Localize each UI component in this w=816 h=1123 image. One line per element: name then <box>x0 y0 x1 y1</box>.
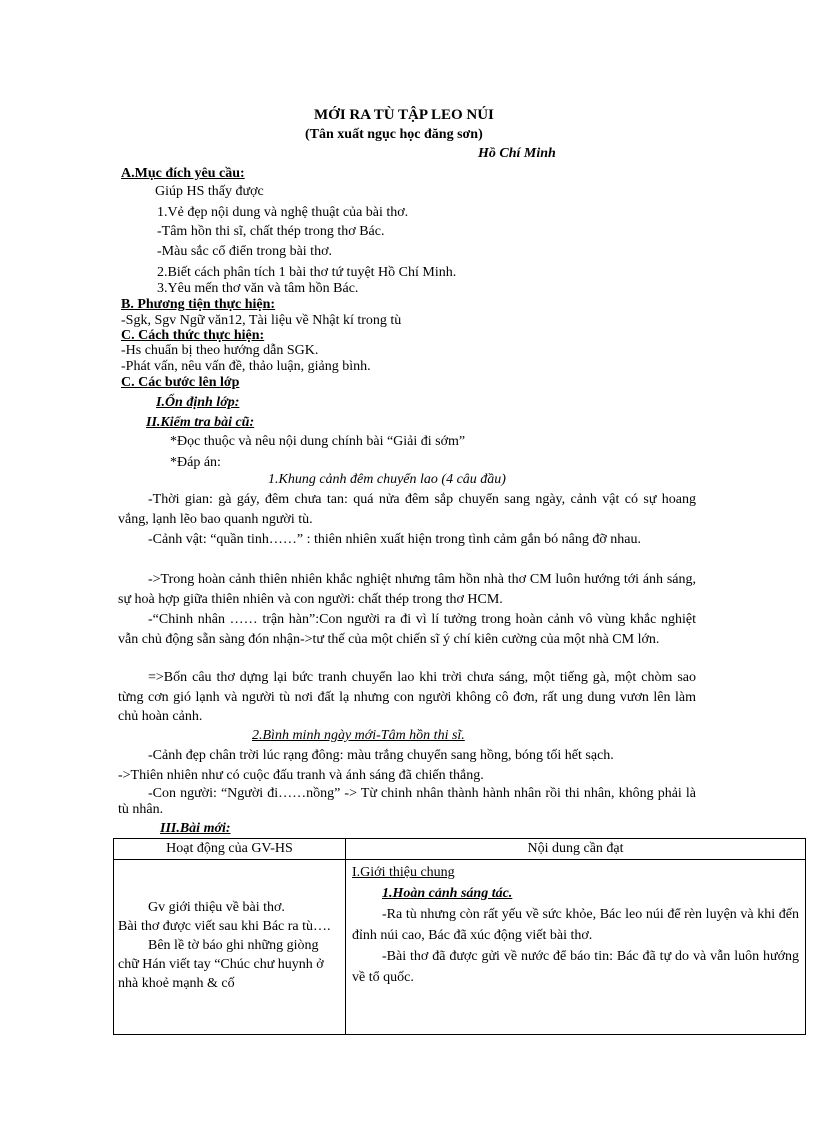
content-heading: I.Giới thiệu chung <box>352 865 455 880</box>
answer-paragraph: =>Bốn câu thơ dựng lại bức tranh chuyển lao khi trời chưa sáng, một tiếng gà, một chòm sao từng cơn gió lạnh và người tù nơi đất lạ nhưng con người không cô đơn, rất ung dung vươn lên làm chủ hoàn cảnh. <box>118 670 696 724</box>
content-subheading: 1.Hoàn cảnh sáng tác. <box>382 886 513 901</box>
section-a-heading: A.Mục đích yêu cầu: <box>121 166 245 181</box>
content-paragraph: -Ra tù nhưng còn rất yếu về sức khỏe, Bác leo núi để rèn luyện và khi đến đỉnh núi cao, Bác đã xúc động viết bài thơ. <box>352 907 799 943</box>
section-b-line: -Sgk, Sgv Ngữ văn12, Tài liệu về Nhật kí trong tù <box>121 313 402 328</box>
section-b-heading: B. Phương tiện thực hiện: <box>121 297 276 312</box>
answer-paragraph: ->Thiên nhiên như có cuộc đấu tranh và ánh sáng đã chiến thắng. <box>118 768 484 783</box>
table-header-row <box>114 839 806 860</box>
answer-paragraph: -Thời gian: gà gáy, đêm chưa tan: quá nửa đêm sắp chuyển sang ngày, cảnh vật có sự hoang vắng, lạnh lẽo bao quanh người tù. <box>118 492 696 527</box>
author: Hồ Chí Minh <box>478 146 556 161</box>
section-a-intro: Giúp HS thấy được <box>155 184 264 199</box>
step-1-heading: I.Ổn định lớp: <box>156 395 240 410</box>
content-cell <box>346 860 806 1035</box>
section-c-methods-heading: C. Cách thức thực hiện: <box>121 328 265 343</box>
answer-paragraph: -“Chinh nhân …… trận hàn”:Con người ra đi vì lí tưởng trong hoàn cảnh vô vùng khắc nghiệt vẫn chủ động sẵn sàng đón nhận->tư thế của một chiến sĩ ý chí kiên cường của một nhà CM lớn. <box>118 612 696 647</box>
activity-text: Bài thơ được viết sau khi Bác ra tù…. <box>118 919 331 934</box>
section-a-item: 2.Biết cách phân tích 1 bài thơ tứ tuyệt Hồ Chí Minh. <box>157 265 457 280</box>
part-1-title: 1.Khung cảnh đêm chuyển lao (4 câu đầu) <box>268 472 506 487</box>
step-3-heading: III.Bài mới: <box>160 821 231 836</box>
lesson-table <box>113 838 806 1035</box>
subtitle: (Tân xuất ngục học đăng sơn) <box>305 127 483 142</box>
page-title: MỚI RA TÙ TẬP LEO NÚI <box>314 107 494 123</box>
answer-paragraph: -Cảnh vật: “quần tinh……” : thiên nhiên xuất hiện trong tình cảm gắn bó nâng đỡ nhau. <box>148 532 642 547</box>
section-a-item: 1.Vẻ đẹp nội dung và nghệ thuật của bài thơ. <box>157 205 409 220</box>
content-paragraph: -Bài thơ đã được gửi về nước để báo tin: Bác đã tự do và vẫn luôn hướng về tổ quốc. <box>352 949 799 985</box>
activity-cell <box>114 860 346 1035</box>
section-c-method: -Hs chuẩn bị theo hướng dẫn SGK. <box>121 343 319 358</box>
col-content-header: Nội dung cần đạt <box>346 839 806 860</box>
col-activity-header: Hoạt động của GV-HS <box>114 839 346 860</box>
activity-text: Bên lề tờ báo ghi những giòng chữ Hán viết tay “Chúc chư huynh ở nhà khoẻ mạnh & cố <box>118 938 324 991</box>
section-a-item: 3.Yêu mến thơ văn và tâm hồn Bác. <box>157 281 359 296</box>
section-a-item: -Tâm hồn thi sĩ, chất thép trong thơ Bác. <box>157 224 385 239</box>
activity-text: Gv giới thiệu về bài thơ. <box>148 900 285 915</box>
section-c-method: -Phát vấn, nêu vấn đề, thảo luận, giảng bình. <box>121 359 371 374</box>
table-row <box>114 860 806 1035</box>
answer-paragraph: ->Trong hoàn cảnh thiên nhiên khắc nghiệt nhưng tâm hồn nhà thơ CM luôn hướng tới ánh sáng, sự hoà hợp giữa thiên nhiên và con người: chất thép trong thơ HCM. <box>118 572 696 607</box>
review-question: *Đọc thuộc và nêu nội dung chính bài “Giải đi sớm” <box>170 434 466 449</box>
answer-label: *Đáp án: <box>170 455 221 470</box>
section-c-steps-heading: C. Các bước lên lớp <box>121 375 240 390</box>
section-a-item: -Màu sắc cổ điển trong bài thơ. <box>157 244 332 259</box>
step-2-heading: II.Kiểm tra bài cũ: <box>146 415 255 430</box>
answer-paragraph: -Con người: “Người đi……nồng” -> Từ chinh nhân thành hành nhân rồi thi nhân, không phải là tù nhân. <box>118 786 696 817</box>
part-2-title: 2.Bình minh ngày mới-Tâm hồn thi sĩ. <box>252 728 465 743</box>
answer-paragraph: -Cảnh đẹp chân trời lúc rạng đông: màu trắng chuyển sang hồng, bóng tối hết sạch. <box>148 748 614 763</box>
